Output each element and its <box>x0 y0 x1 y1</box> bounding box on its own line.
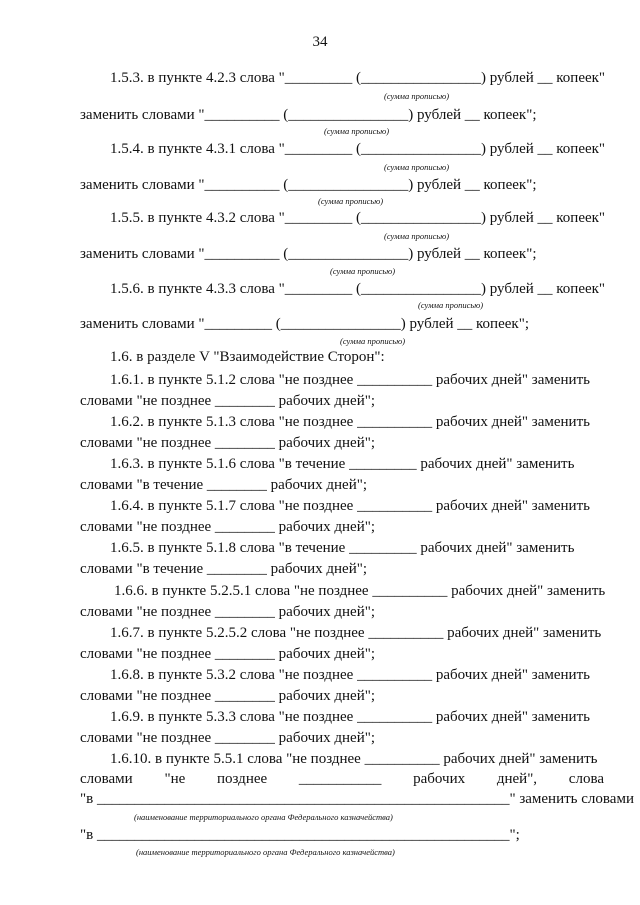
replace-line-1-5-6: заменить словами "_________ (________________) рублей __ копеек"; <box>80 316 529 332</box>
clause-1-6-8-cont: словами "не позднее ________ рабочих дней"; <box>80 688 376 704</box>
replace-line-1-5-3: заменить словами "__________ (________________) рублей __ копеек"; <box>80 107 537 123</box>
replace-line-1-5-4: заменить словами "__________ (________________) рублей __ копеек"; <box>80 177 537 193</box>
clause-1-6-9-cont: словами "не позднее ________ рабочих дней"; <box>80 730 376 746</box>
clause-1-6-1: 1.6.1. в пункте 5.1.2 слова "не позднее __________ рабочих дней" заменить <box>110 372 590 388</box>
clause-1-6-5-cont: словами "в течение ________ рабочих дней"; <box>80 561 368 577</box>
clause-1-6-2-cont: словами "не позднее ________ рабочих дней"; <box>80 435 376 451</box>
clause-1-6-3: 1.6.3. в пункте 5.1.6 слова "в течение _________ рабочих дней" заменить <box>110 456 575 472</box>
word: словами <box>80 771 133 787</box>
note-sum-2: (сумма прописью) <box>324 126 390 136</box>
note-sum-5: (сумма прописью) <box>384 231 450 241</box>
clause-1-6-3-cont: словами "в течение ________ рабочих дней"; <box>80 477 368 493</box>
word: дней", <box>496 771 538 787</box>
clause-1-6-10-justified-line <box>80 770 604 788</box>
word: слова <box>568 771 604 787</box>
clause-1-6-2: 1.6.2. в пункте 5.1.3 слова "не позднее __________ рабочих дней" заменить <box>110 414 590 430</box>
clause-1-5-3: 1.5.3. в пункте 4.2.3 слова "_________ (________________) рублей __ копеек" <box>110 70 606 86</box>
note-organ-1: (наименование территориального органа Федерального казначейства) <box>134 812 393 822</box>
clause-1-6-6: 1.6.6. в пункте 5.2.5.1 слова "не позднее __________ рабочих дней" заменить <box>114 583 606 599</box>
clause-1-6-4-cont: словами "не позднее ________ рабочих дней"; <box>80 519 376 535</box>
note-sum-6: (сумма прописью) <box>330 266 396 276</box>
clause-1-6-5: 1.6.5. в пункте 5.1.8 слова "в течение _________ рабочих дней" заменить <box>110 540 575 556</box>
word: позднее <box>217 771 268 787</box>
organ-line-2: "в _______________________________________________________"; <box>80 827 520 843</box>
note-organ-2: (наименование территориального органа Федерального казначейства) <box>136 847 395 857</box>
note-sum-1: (сумма прописью) <box>384 91 450 101</box>
note-sum-3: (сумма прописью) <box>384 162 450 172</box>
organ-line-1: "в _______________________________________________________" заменить словами <box>80 791 634 807</box>
section-1-6-heading: 1.6. в разделе V "Взаимодействие Сторон": <box>110 349 385 365</box>
page-number: 34 <box>312 34 328 50</box>
word: "не <box>164 771 186 787</box>
note-sum-8: (сумма прописью) <box>340 336 406 346</box>
clause-1-5-4: 1.5.4. в пункте 4.3.1 слова "_________ (________________) рублей __ копеек" <box>110 141 606 157</box>
clause-1-6-6-cont: словами "не позднее ________ рабочих дней"; <box>80 604 376 620</box>
clause-1-6-1-cont: словами "не позднее ________ рабочих дней"; <box>80 393 376 409</box>
word: рабочих <box>413 771 466 787</box>
clause-1-5-5: 1.5.5. в пункте 4.3.2 слова "_________ (________________) рублей __ копеек" <box>110 210 606 226</box>
clause-1-6-10: 1.6.10. в пункте 5.5.1 слова "не позднее __________ рабочих дней" заменить <box>110 751 598 767</box>
clause-1-6-9: 1.6.9. в пункте 5.3.3 слова "не позднее __________ рабочих дней" заменить <box>110 709 590 725</box>
clause-1-5-6: 1.5.6. в пункте 4.3.3 слова "_________ (________________) рублей __ копеек" <box>110 281 606 297</box>
clause-1-6-4: 1.6.4. в пункте 5.1.7 слова "не позднее __________ рабочих дней" заменить <box>110 498 590 514</box>
clause-1-6-7-cont: словами "не позднее ________ рабочих дней"; <box>80 646 376 662</box>
note-sum-4: (сумма прописью) <box>318 196 384 206</box>
replace-line-1-5-5: заменить словами "__________ (________________) рублей __ копеек"; <box>80 246 537 262</box>
clause-1-6-7: 1.6.7. в пункте 5.2.5.2 слова "не позднее __________ рабочих дней" заменить <box>110 625 602 641</box>
note-sum-7: (сумма прописью) <box>418 300 484 310</box>
blank: ___________ <box>298 771 382 787</box>
clause-1-6-8: 1.6.8. в пункте 5.3.2 слова "не позднее __________ рабочих дней" заменить <box>110 667 590 683</box>
